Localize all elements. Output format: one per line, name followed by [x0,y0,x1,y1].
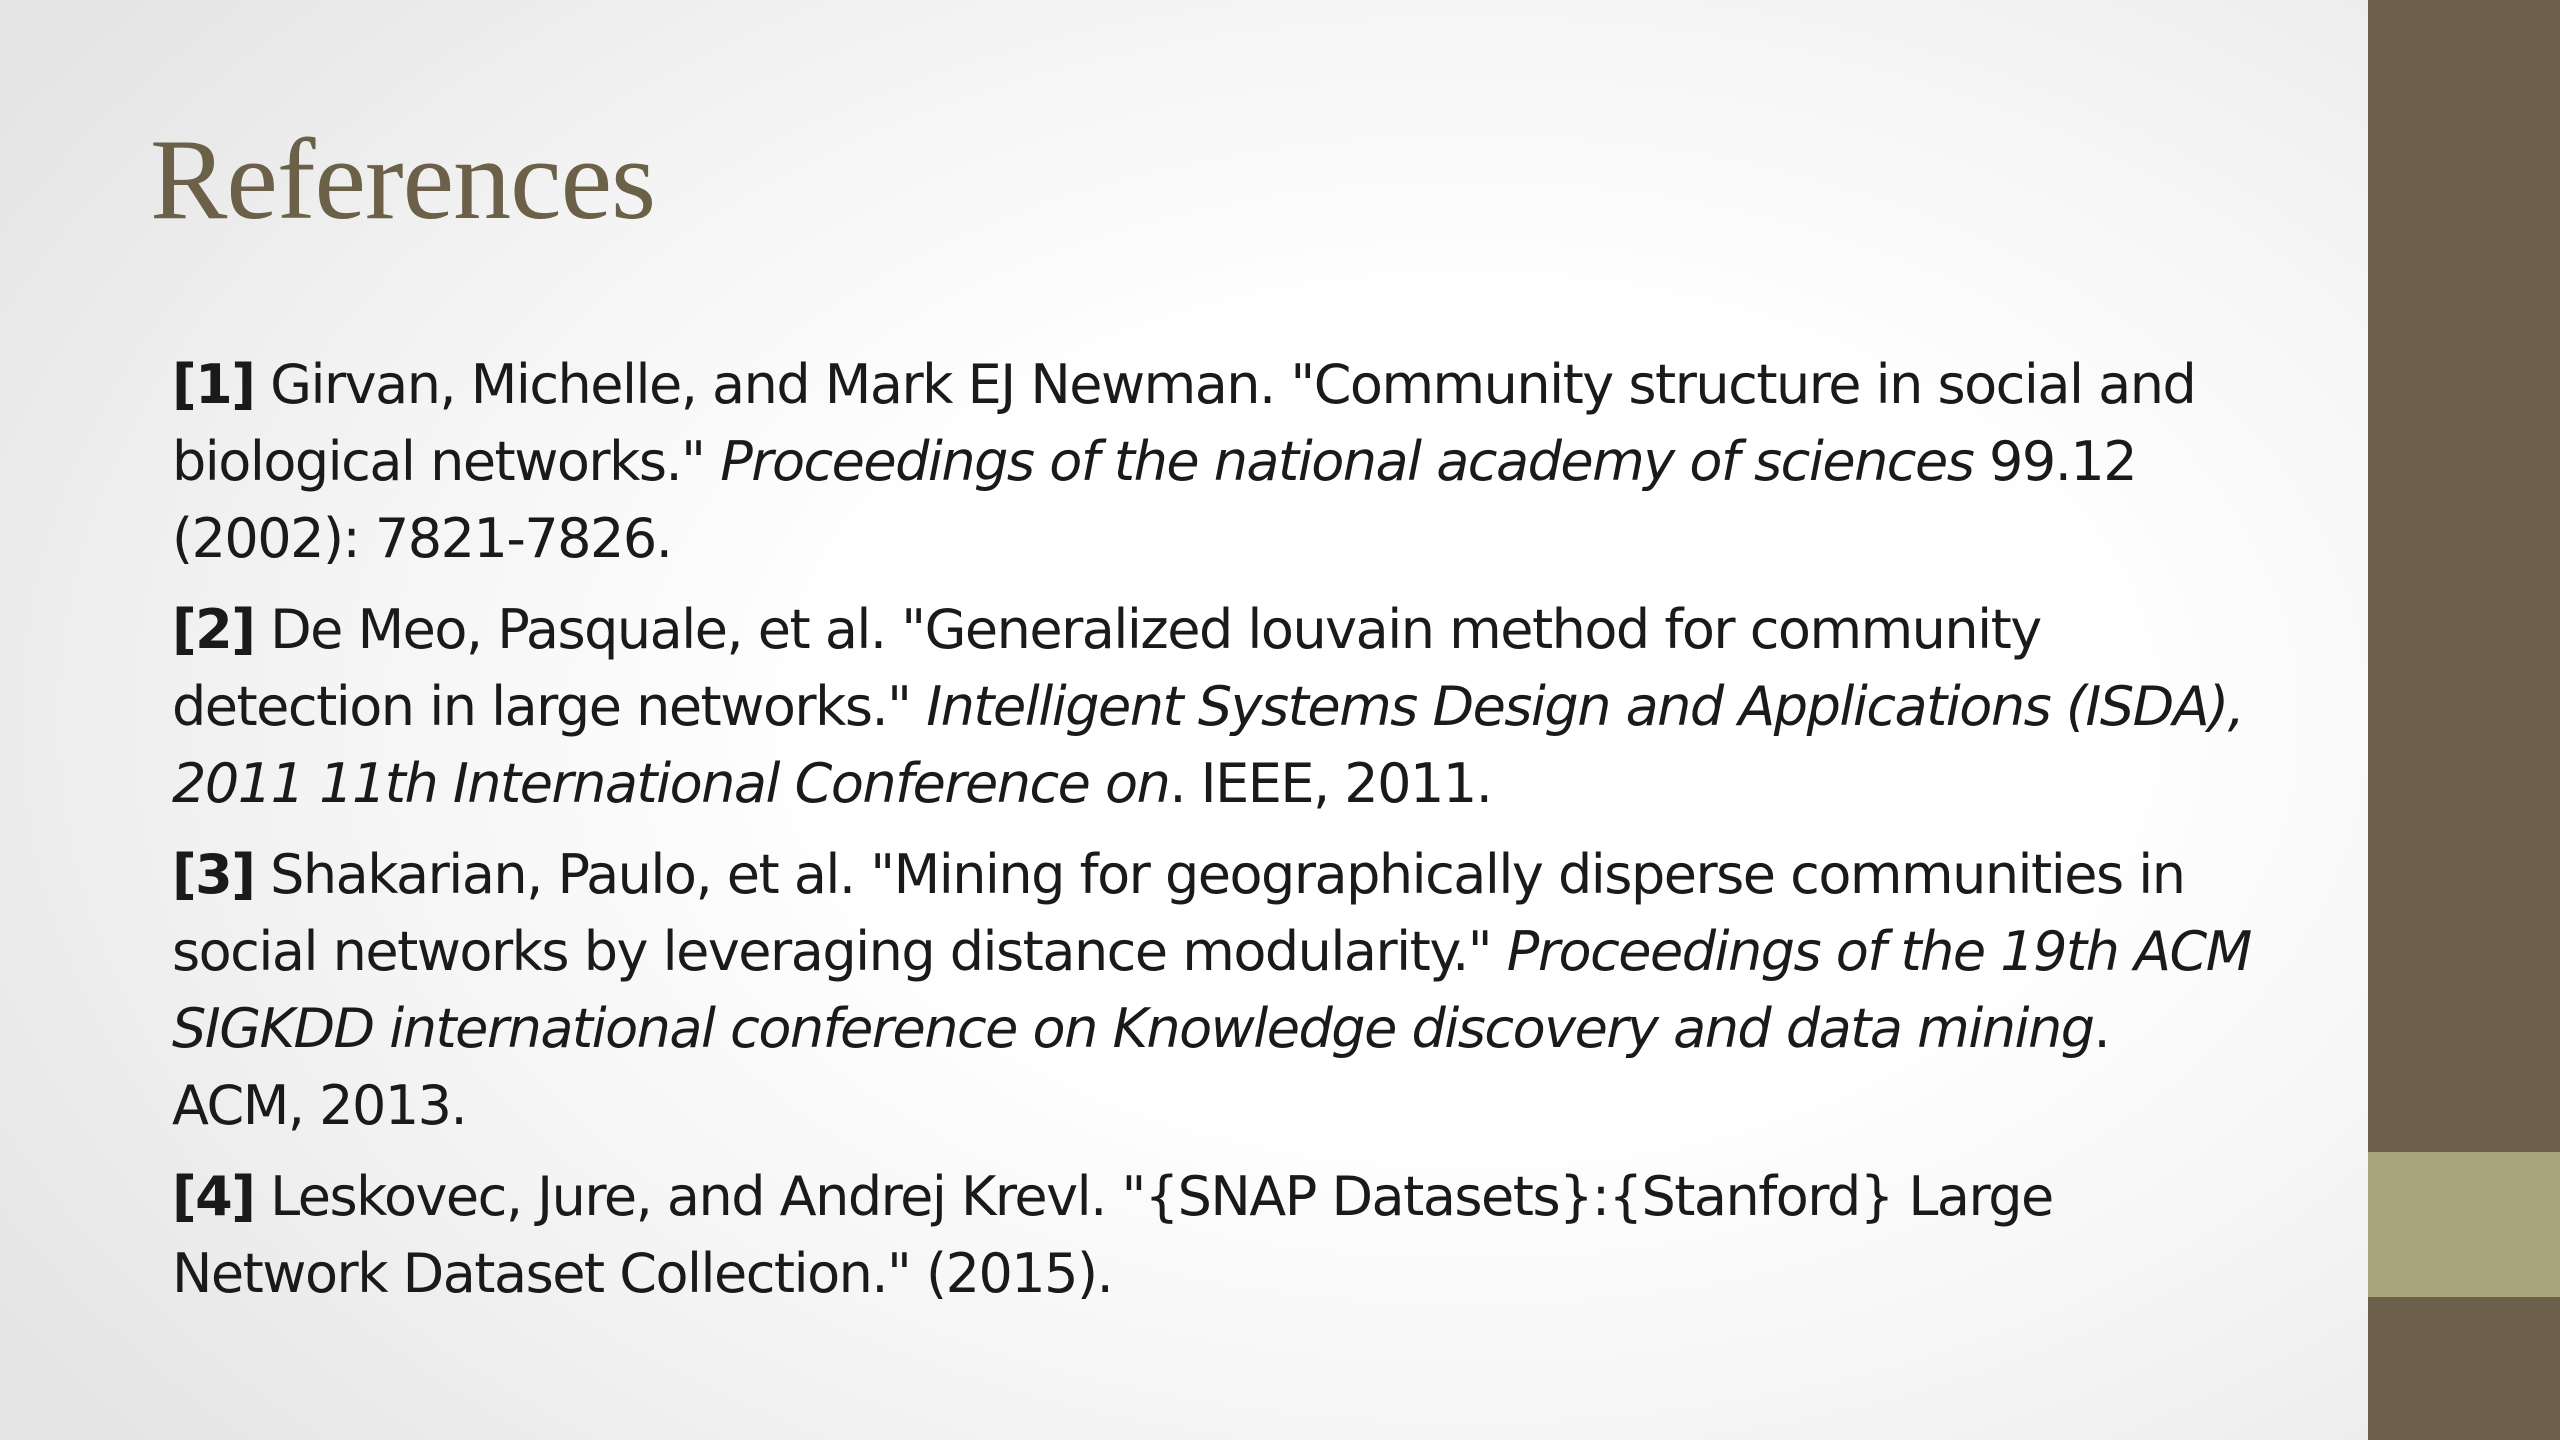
reference-number: [1] [172,353,255,416]
slide-title: References [150,116,656,244]
reference-details: 99.12 (2002): 7821-7826. [172,430,2137,570]
reference-venue: Proceedings of the 19th ACM SIGKDD international conference on Knowledge discovery and data mining [172,920,2251,1060]
reference-details: . IEEE, 2011. [1169,752,1492,815]
reference-text: De Meo, Pasquale, et al. "Generalized louvain method for community detection in large networks." [172,598,2041,738]
reference-venue: Intelligent Systems Design and Applications (ISDA), 2011 11th International Conference on [172,675,2244,815]
reference-number: [3] [172,843,255,906]
reference-text: Leskovec, Jure, and Andrej Krevl. "{SNAP Datasets}:{Stanford} Large Network Dataset Collection." (2015). [172,1165,2053,1305]
reference-details: . ACM, 2013. [172,997,2110,1137]
reference-number: [4] [172,1165,255,1228]
reference-1 [172,346,2252,577]
reference-number: [2] [172,598,255,661]
reference-text: Shakarian, Paulo, et al. "Mining for geographically disperse communities in social networks by leveraging distance modularity." [172,843,2185,983]
reference-text: Girvan, Michelle, and Mark EJ Newman. "Community structure in social and biological networks." [172,353,2196,493]
reference-4 [172,1158,2252,1312]
reference-3 [172,836,2252,1144]
reference-2 [172,591,2252,822]
side-accent-decoration [2368,1152,2560,1297]
reference-venue: Proceedings of the national academy of sciences [720,430,1974,493]
reference-list [172,346,2252,1326]
